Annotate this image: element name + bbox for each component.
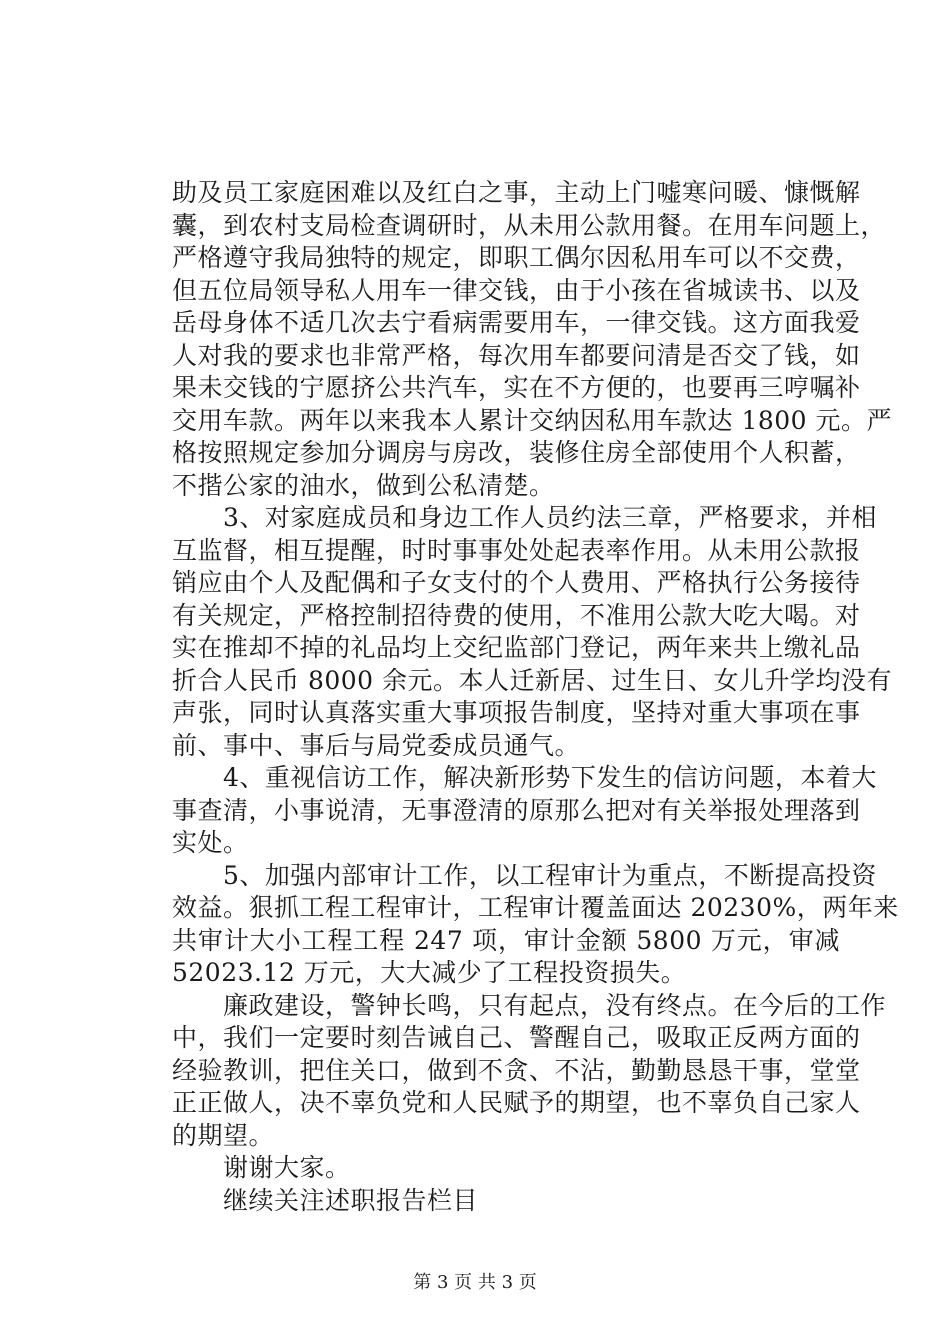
text-line: 中，我们一定要时刻告诫自己、警醒自己，吸取正反两方面的	[172, 1023, 861, 1052]
text-line: 实处。	[172, 828, 249, 857]
text-line: 3、对家庭成员和身边工作人员约法三章，严格要求，并相	[172, 503, 877, 532]
text-line: 折合人民币 8000 余元。本人迁新居、过生日、女儿升学均没有	[172, 665, 893, 695]
text-line: 的期望。	[172, 1120, 275, 1150]
text-line: 果未交钱的宁愿挤公共汽车，实在不方便的，也要再三哼嘱补	[172, 373, 861, 402]
text-line: 严格遵守我局独特的规定，即职工偶尔因私用车可以不交费，	[172, 243, 861, 272]
text-line: 继续关注述职报告栏目	[172, 1185, 479, 1215]
text-line: 实在推却不掉的礼品均上交纪监部门登记，两年来共上缴礼品	[172, 633, 861, 662]
text-line: 囊，到农村支局检查调研时，从未用公款用餐。在用车问题上，	[172, 210, 887, 240]
text-line: 交用车款。两年以来我本人累计交纳因私用车款达 1800 元。严	[172, 405, 893, 435]
text-line: 销应由个人及配偶和子女支付的个人费用、严格执行公务接待	[172, 568, 861, 597]
text-line: 助及员工家庭困难以及红白之事，主动上门嘘寒问暖、慷慨解	[172, 178, 861, 207]
text-line: 有关规定，严格控制招待费的使用，不准用公款大吃大喝。对	[172, 600, 861, 630]
text-line: 但五位局领导私人用车一律交钱，由于小孩在省城读书、以及	[172, 275, 861, 305]
text-line: 互监督，相互提醒，时时事事处处起表率作用。从未用公款报	[172, 535, 861, 565]
page-number-footer: 第 3 页 共 3 页	[413, 1272, 537, 1293]
text-line: 经验教训，把住关口，做到不贪、不沾，勤勤恳恳干事，堂堂	[172, 1055, 861, 1085]
text-line: 正正做人，决不辜负党和人民赋予的期望，也不辜负自己家人	[172, 1088, 861, 1117]
text-line: 不揩公家的油水，做到公私清楚。	[172, 470, 555, 500]
text-line: 人对我的要求也非常严格，每次用车都要问清是否交了钱，如	[172, 340, 861, 370]
text-line: 岳母身体不适几次去宁看病需要用车，一律交钱。这方面我爱	[172, 308, 861, 337]
text-line: 廉政建设，警钟长鸣，只有起点，没有终点。在今后的工作	[172, 990, 887, 1020]
text-line: 事查清，小事说清，无事澄清的原那么把对有关举报处理落到	[172, 795, 861, 825]
text-line: 效益。狠抓工程工程审计，工程审计覆盖面达 20230%，两年来	[172, 893, 899, 922]
text-line: 格按照规定参加分调房与房改，装修住房全部使用个人积蓄，	[172, 438, 861, 467]
text-line: 谢谢大家。	[172, 1153, 351, 1182]
text-line: 声张，同时认真落实重大事项报告制度，坚持对重大事项在事	[172, 698, 861, 727]
body-text	[172, 177, 899, 1217]
text-line: 52023.12 万元，大大减少了工程投资损失。	[172, 958, 687, 987]
text-line: 5、加强内部审计工作，以工程审计为重点，不断提高投资	[172, 860, 877, 890]
text-line: 共审计大小工程工程 247 项，审计金额 5800 万元，审减	[172, 925, 840, 955]
text-line: 4、重视信访工作，解决新形势下发生的信访问题，本着大	[172, 763, 877, 792]
text-line: 前、事中、事后与局党委成员通气。	[172, 730, 581, 760]
